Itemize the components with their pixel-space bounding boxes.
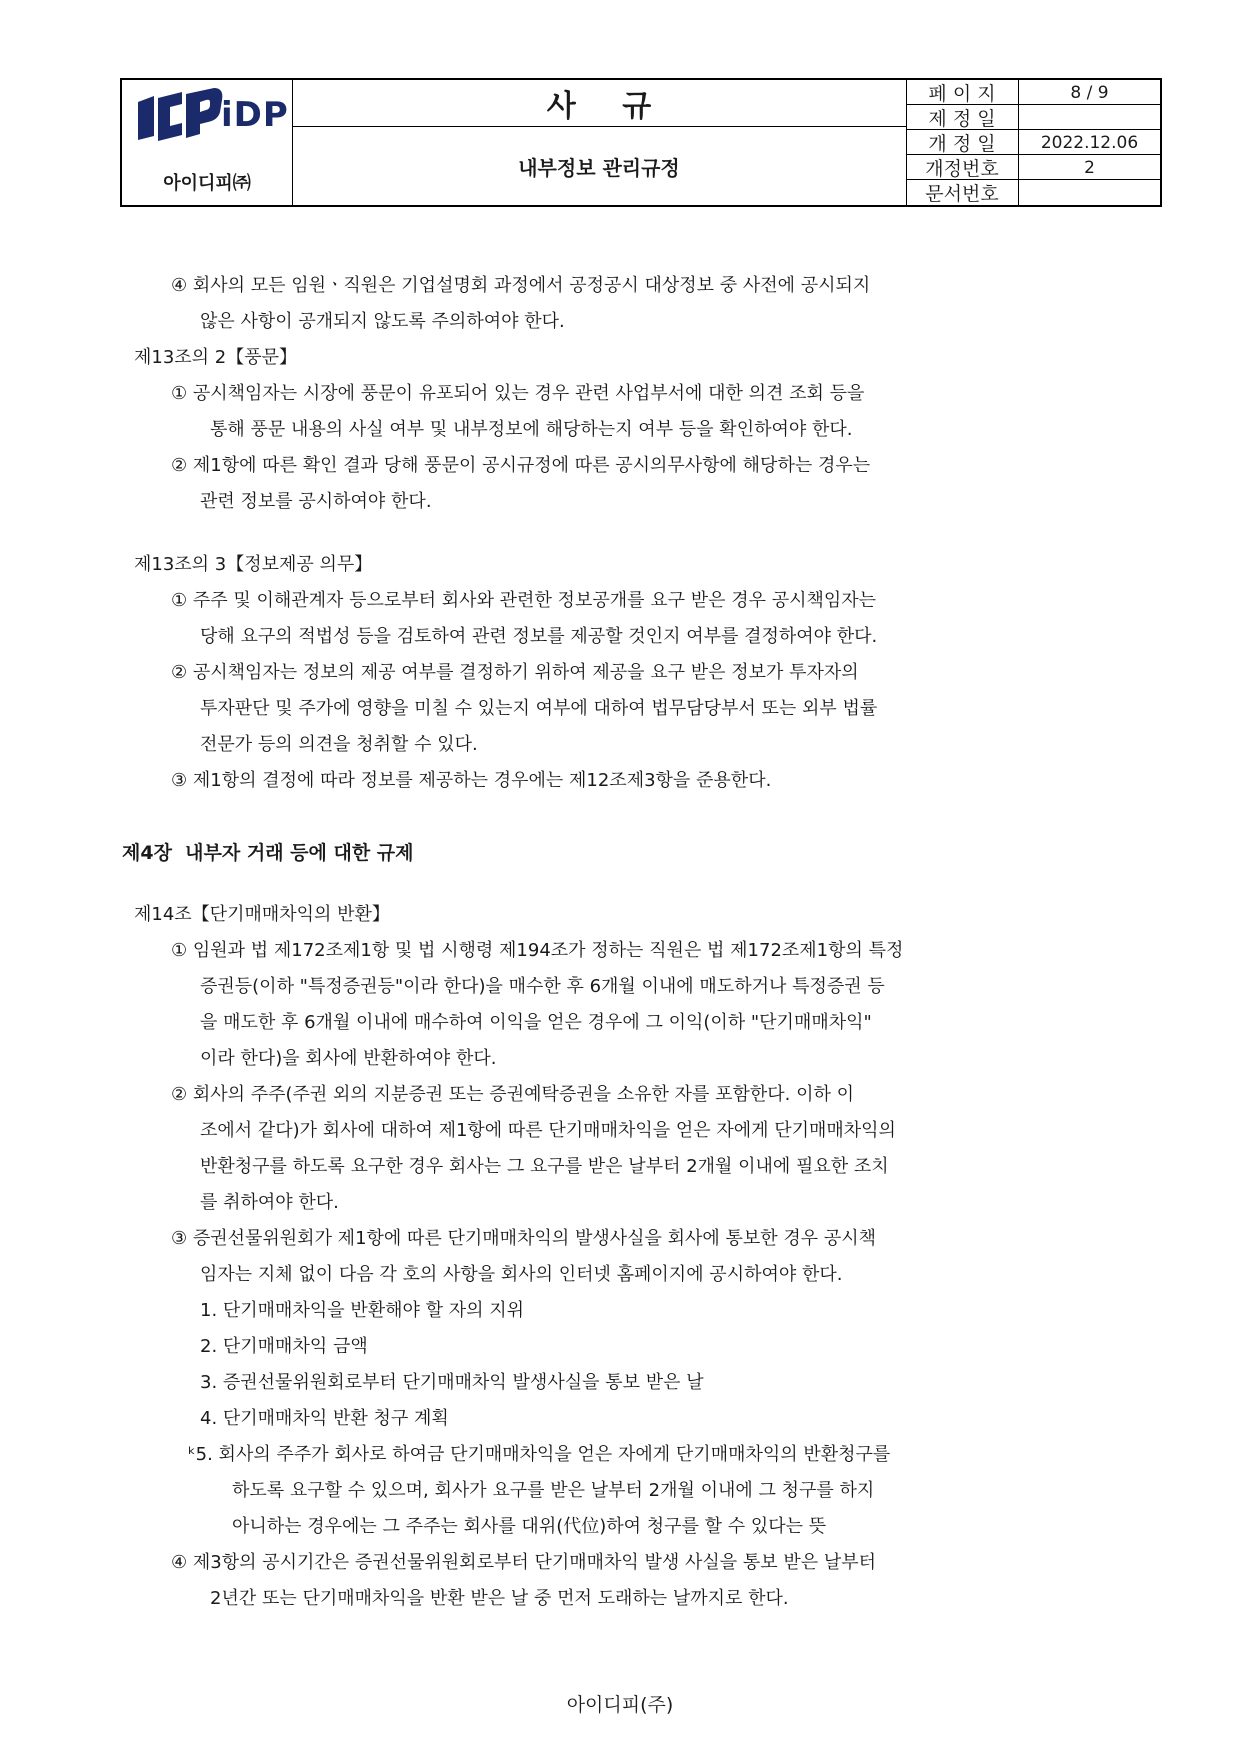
- icp-logo-icon: [134, 88, 224, 148]
- clause-paragraph: ② 제1항에 따른 확인 결과 당해 풍문이 공시규정에 따른 공시의무사항에 해당하는 경우는: [171, 455, 871, 476]
- enacted-date-label: 제 정 일: [928, 108, 996, 130]
- clause-paragraph: 않은 사항이 공개되지 않도록 주의하여야 한다.: [200, 311, 565, 332]
- clause-paragraph: 관련 정보를 공시하여야 한다.: [200, 491, 432, 512]
- enacted-date-value: [1019, 105, 1160, 130]
- clause-paragraph: 통해 풍문 내용의 사실 여부 및 내부정보에 해당하는지 여부 등을 확인하여야 한다.: [210, 419, 853, 440]
- clause-paragraph: ① 공시책임자는 시장에 풍문이 유포되어 있는 경우 관련 사업부서에 대한 의견 조회 등을: [171, 383, 865, 404]
- clause-paragraph: 를 취하여야 한다.: [200, 1192, 339, 1213]
- list-item: ᵏ5. 회사의 주주가 회사로 하여금 단기매매차익을 얻은 자에게 단기매매차익의 반환청구를: [188, 1444, 891, 1465]
- list-item: 4. 단기매매차익 반환 청구 계획: [200, 1408, 449, 1429]
- revision-number-value: 2: [1084, 157, 1095, 178]
- clause-paragraph: 당해 요구의 적법성 등을 검토하여 관련 정보를 제공할 것인지 여부를 결정하여야 한다.: [200, 626, 878, 647]
- company-name: 아이디피㈜: [163, 173, 251, 194]
- article-heading: 제13조의 3【정보제공 의무】: [134, 554, 373, 575]
- page-label: 페 이 지: [928, 83, 996, 105]
- clause-paragraph: 증권등(이하 "특정증권등"이라 한다)을 매수한 후 6개월 이내에 매도하거나 특정증권 등: [200, 976, 885, 997]
- revision-number-label: 개정번호: [925, 158, 999, 180]
- document-category-title: 사 규: [546, 89, 670, 124]
- document-number-label: 문서번호: [925, 183, 999, 205]
- clause-paragraph: 임자는 지체 없이 다음 각 호의 사항을 회사의 인터넷 홈페이지에 공시하여야 한다.: [200, 1264, 843, 1285]
- document-title: 내부정보 관리규정: [518, 156, 680, 180]
- clause-paragraph: 조에서 같다)가 회사에 대하여 제1항에 따른 단기매매차익을 얻은 자에게 단기매매차익의: [200, 1120, 896, 1141]
- clause-paragraph: 반환청구를 하도록 요구한 경우 회사는 그 요구를 받은 날부터 2개월 이내에 필요한 조치: [200, 1156, 889, 1177]
- clause-paragraph: 투자판단 및 주가에 영향을 미칠 수 있는지 여부에 대하여 법무담당부서 또는 외부 법률: [200, 698, 878, 719]
- clause-paragraph: 이라 한다)을 회사에 반환하여야 한다.: [200, 1048, 497, 1069]
- clause-paragraph: ④ 제3항의 공시기간은 증권선물위원회로부터 단기매매차익 발생 사실을 통보 받은 날부터: [171, 1552, 877, 1573]
- page-number-value: 8 / 9: [1070, 82, 1109, 103]
- clause-paragraph: ① 임원과 법 제172조제1항 및 법 시행령 제194조가 정하는 직원은 법 제172조제1항의 특정: [171, 940, 904, 961]
- list-item: 2. 단기매매차익 금액: [200, 1336, 368, 1357]
- clause-paragraph: ③ 제1항의 결정에 따라 정보를 제공하는 경우에는 제12조제3항을 준용한다.: [171, 770, 772, 791]
- clause-paragraph: ④ 회사의 모든 임원ㆍ직원은 기업설명회 과정에서 공정공시 대상정보 중 사전에 공시되지: [171, 275, 871, 296]
- list-item: 하도록 요구할 수 있으며, 회사가 요구를 받은 날부터 2개월 이내에 그 청구를 하지: [232, 1480, 875, 1501]
- clause-paragraph: ② 회사의 주주(주권 외의 지분증권 또는 증권예탁증권을 소유한 자를 포함한다. 이하 이: [171, 1084, 855, 1105]
- revised-date-value: 2022.12.06: [1040, 132, 1139, 153]
- chapter-heading: 제4장 내부자 거래 등에 대한 규제: [122, 842, 414, 864]
- revised-date-label: 개 정 일: [928, 133, 996, 155]
- article-heading: 제14조【단기매매차익의 반환】: [134, 904, 390, 925]
- list-item: 3. 증권선물위원회로부터 단기매매차익 발생사실을 통보 받은 날: [200, 1372, 704, 1393]
- logo-text: iDP: [221, 95, 289, 135]
- clause-paragraph: 전문가 등의 의견을 청취할 수 있다.: [200, 734, 478, 755]
- document-header-table: [120, 78, 1162, 207]
- clause-paragraph: ③ 증권선물위원회가 제1항에 따른 단기매매차익의 발생사실을 회사에 통보한 경우 공시책: [171, 1228, 877, 1249]
- page-footer: 아이디피(주): [566, 1694, 674, 1716]
- list-item: 1. 단기매매차익을 반환해야 할 자의 지위: [200, 1300, 524, 1321]
- clause-paragraph: ① 주주 및 이해관계자 등으로부터 회사와 관련한 정보공개를 요구 받은 경우 공시책임자는: [171, 590, 877, 611]
- article-heading: 제13조의 2【풍문】: [134, 347, 298, 368]
- clause-paragraph: ② 공시책임자는 정보의 제공 여부를 결정하기 위하여 제공을 요구 받은 정보가 투자자의: [171, 662, 859, 683]
- list-item: 아니하는 경우에는 그 주주는 회사를 대위(代位)하여 청구를 할 수 있다는 뜻: [232, 1516, 827, 1537]
- company-logo: [134, 88, 289, 148]
- clause-paragraph: 2년간 또는 단기매매차익을 반환 받은 날 중 먼저 도래하는 날까지로 한다.: [210, 1588, 789, 1609]
- document-number-value: [1019, 180, 1160, 205]
- clause-paragraph: 을 매도한 후 6개월 이내에 매수하여 이익을 얻은 경우에 그 이익(이하 "단기매매차익": [200, 1012, 872, 1033]
